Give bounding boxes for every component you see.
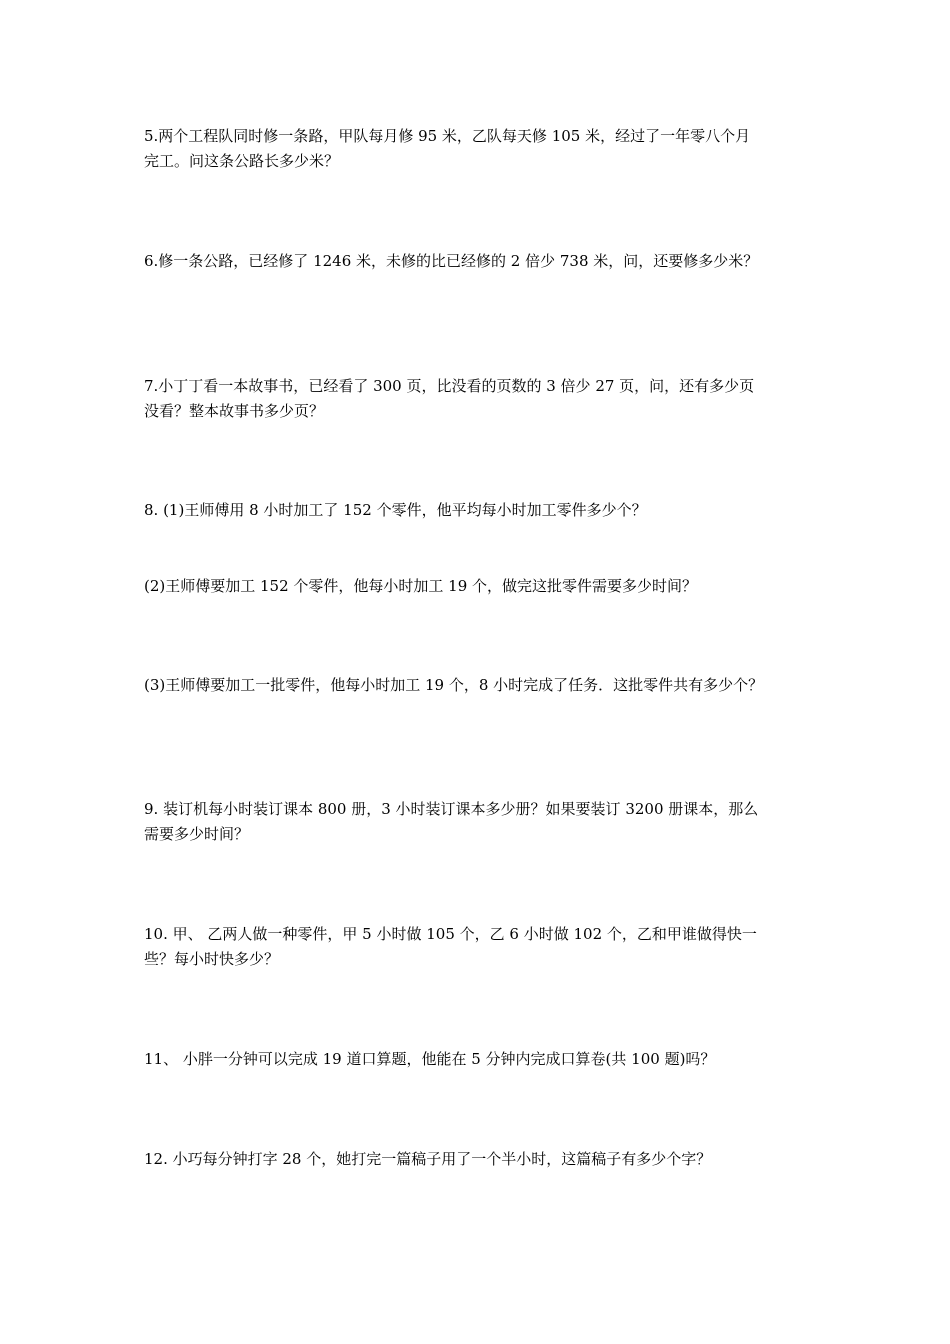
question-7-line-2: 没看？整本故事书多少页？ <box>144 402 325 420</box>
question-8-part-1-line-1: 8. (1)王师傅用 8 小时加工了 152 个零件，他平均每小时加工零件多少个？ <box>144 501 647 519</box>
question-8-part-1 <box>144 498 816 523</box>
question-10-line-1: 10. 甲、 乙两人做一种零件，甲 5 小时做 105 个，乙 6 小时做 102 个，乙和甲谁做得快一 <box>144 925 757 943</box>
question-8-part-3-line-1: (3)王师傅要加工一批零件，他每小时加工 19 个，8 小时完成了任务．这批零件共有多少个？ <box>144 676 764 694</box>
question-10 <box>144 922 816 972</box>
question-7 <box>144 374 816 424</box>
question-9-line-1: 9. 装订机每小时装订课本 800 册，3 小时装订课本多少册？如果要装订 3200 册课本，那么 <box>144 800 759 818</box>
question-10-line-2: 些？每小时快多少？ <box>144 950 280 968</box>
question-5-line-2: 完工。问这条公路长多少米？ <box>144 152 340 170</box>
question-6-line-1: 6.修一条公路，已经修了 1246 米，未修的比已经修的 2 倍少 738 米，问，还要修多少米？ <box>144 252 759 270</box>
question-5 <box>144 124 816 174</box>
question-12 <box>144 1147 816 1172</box>
question-11 <box>144 1047 816 1072</box>
question-8-part-3 <box>144 673 816 698</box>
question-6 <box>144 249 816 274</box>
question-7-line-1: 7.小丁丁看一本故事书，已经看了 300 页，比没看的页数的 3 倍少 27 页，问，还有多少页 <box>144 377 755 395</box>
question-9 <box>144 797 816 847</box>
question-9-line-2: 需要多少时间？ <box>144 825 250 843</box>
question-8-part-2-line-1: (2)王师傅要加工 152 个零件，他每小时加工 19 个，做完这批零件需要多少时间？ <box>144 577 698 595</box>
question-8-part-2 <box>144 574 816 599</box>
question-11-line-1: 11、 小胖一分钟可以完成 19 道口算题，他能在 5 分钟内完成口算卷(共 100 题)吗？ <box>144 1050 716 1068</box>
question-12-line-1: 12. 小巧每分钟打字 28 个，她打完一篇稿子用了一个半小时，这篇稿子有多少个字？ <box>144 1150 712 1168</box>
question-5-line-1: 5.两个工程队同时修一条路，甲队每月修 95 米，乙队每天修 105 米，经过了一年零八个月 <box>144 127 751 145</box>
